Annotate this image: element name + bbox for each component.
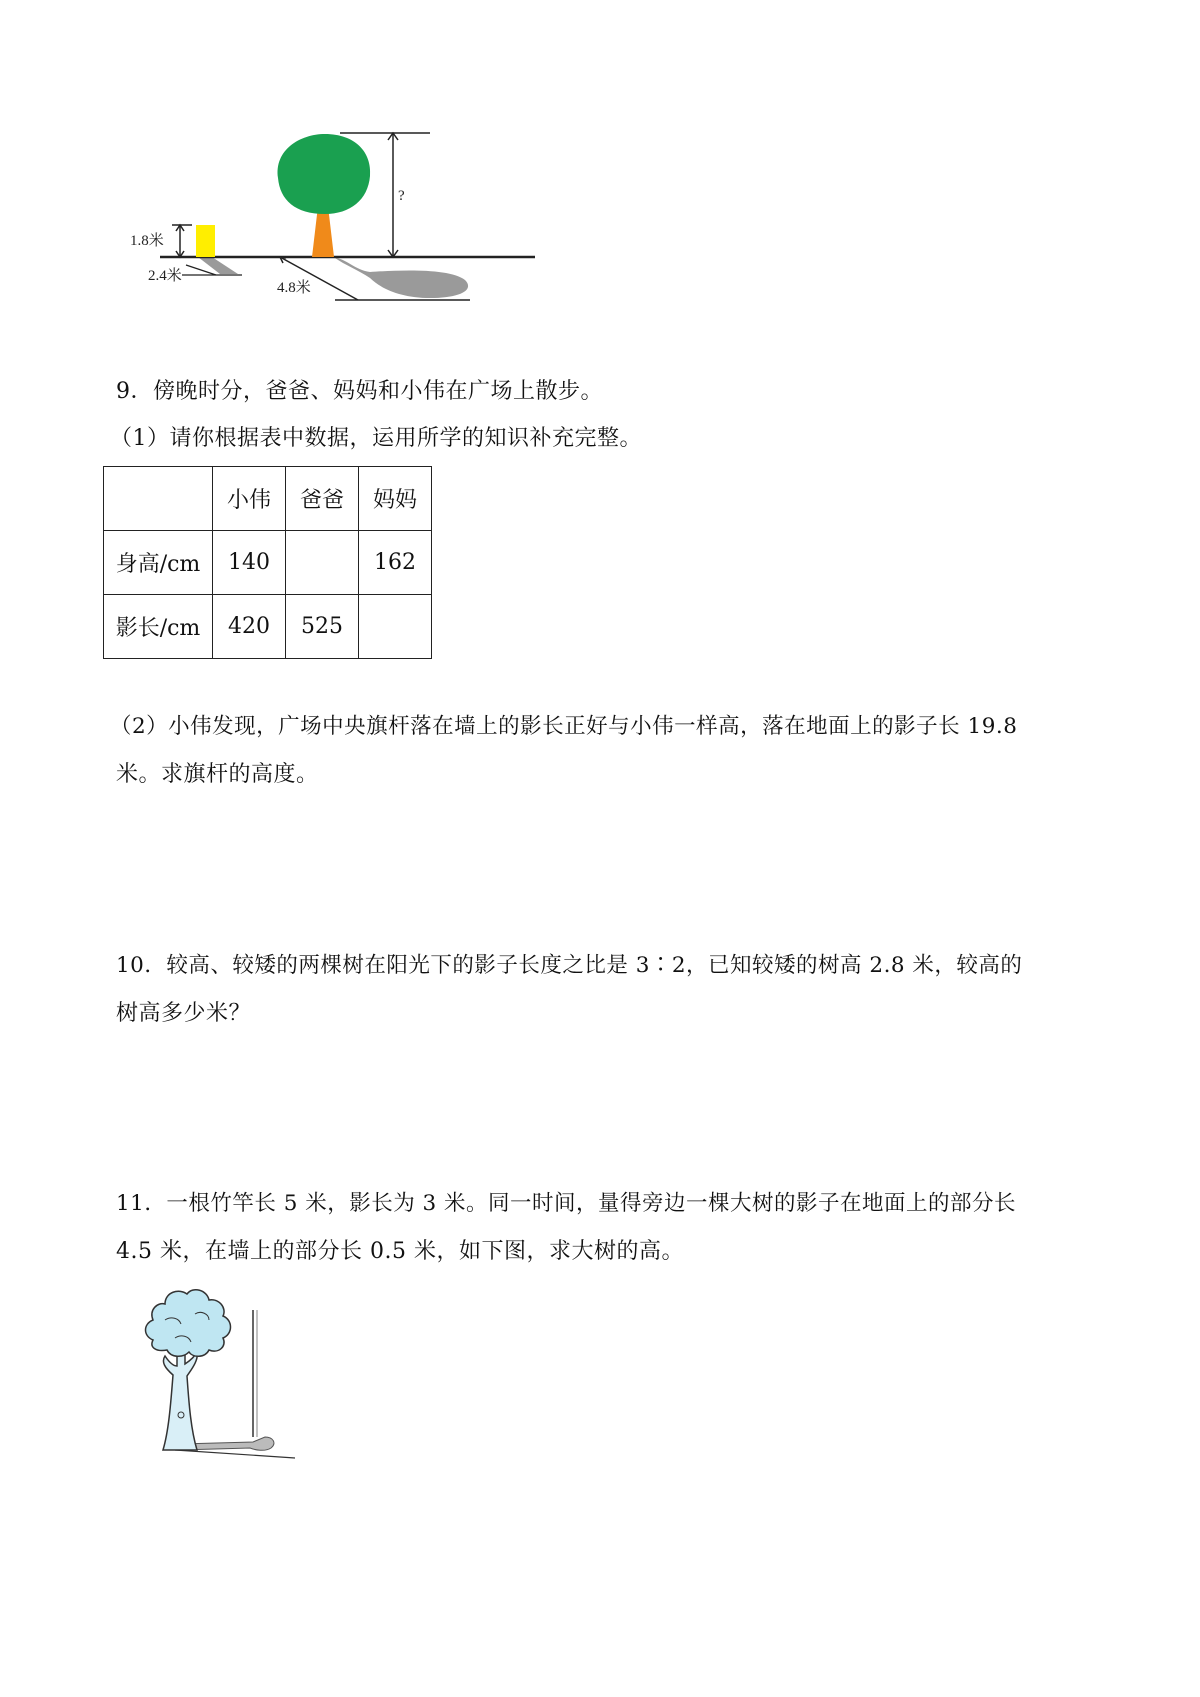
table-cell [286,531,359,595]
q10-line1: 10．较高、较矮的两棵树在阳光下的影子长度之比是 3∶2，已知较矮的树高 2.8 米，较高的 [116,953,1023,978]
q9-part2-line1: （2）小伟发现，广场中央旗杆落在墙上的影长正好与小伟一样高，落在地面上的影子长 19.8 [110,714,1018,739]
label-pole-height: 1.8米 [130,233,164,249]
table-cell: 140 [213,531,286,595]
table-cell: 妈妈 [359,467,432,531]
table-cell: 影长/cm [104,595,213,659]
table-cell [359,595,432,659]
ground-line [175,1450,295,1458]
table-cell: 525 [286,595,359,659]
tree-wall-figure [135,1280,295,1465]
q9-table [103,466,432,659]
table-row [104,595,432,659]
table-cell [104,467,213,531]
q11-line2: 4.5 米，在墙上的部分长 0.5 米，如下图，求大树的高。 [116,1239,684,1264]
table-cell: 162 [359,531,432,595]
q11-line1: 11．一根竹竿长 5 米，影长为 3 米。同一时间，量得旁边一棵大树的影子在地面上的部分长 [116,1191,1017,1216]
q9-title: 9．傍晚时分，爸爸、妈妈和小伟在广场上散步。 [116,379,603,404]
table-cell: 小伟 [213,467,286,531]
q9-part1: （1）请你根据表中数据，运用所学的知识补充完整。 [110,426,642,451]
table-cell: 身高/cm [104,531,213,595]
tree-shadow [335,258,468,298]
label-tree-shadow: 4.8米 [277,280,311,296]
label-unknown-height: ? [398,188,405,204]
tree-crown [278,134,371,214]
table-row [104,467,432,531]
table-cell: 420 [213,595,286,659]
q10-line2: 树高多少米？ [116,1001,252,1026]
tree-crown [146,1290,231,1357]
shadow-figure-tree-pole [130,130,550,330]
tree-trunk [163,1350,197,1450]
table-cell: 爸爸 [286,467,359,531]
label-pole-shadow: 2.4米 [148,268,182,284]
table-row [104,531,432,595]
yellow-pole [196,225,215,257]
q9-part2-line2: 米。求旗杆的高度。 [116,762,319,787]
